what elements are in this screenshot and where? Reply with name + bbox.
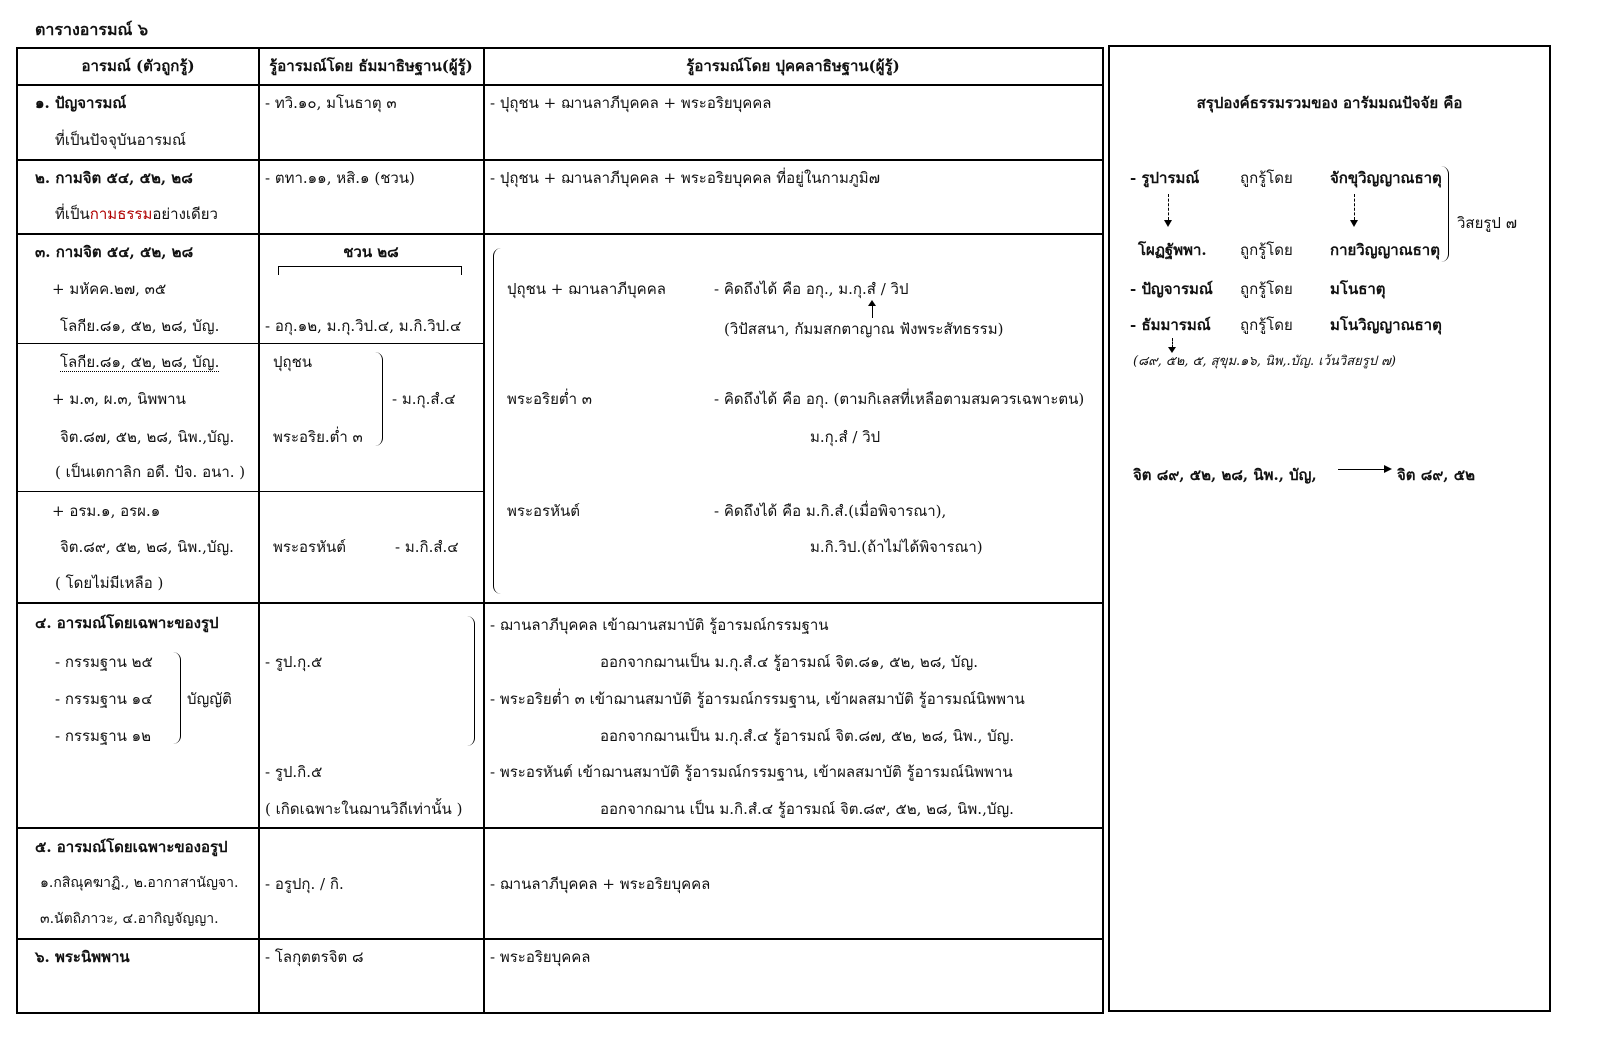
dashed-arrow-down-icon — [1164, 220, 1172, 227]
row3-object-line: โลกีย.๘๑, ๕๒, ๒๘, บัญ. — [60, 353, 220, 371]
chuan-bracket — [278, 266, 462, 275]
row3-object-line: จิต.๘๗, ๕๒, ๒๘, นิพ.,บัญ. — [60, 428, 235, 446]
arrow-right-icon — [1384, 465, 1392, 473]
row3-person-3: พระอรหันต์ — [507, 502, 580, 520]
row2-object-sub: ที่เป็นกามธรรมอย่างเดียว — [55, 205, 218, 223]
arrow-right-icon — [1338, 469, 1386, 470]
row5-object-line: ๓.นัตถิภาวะ, ๔.อากิญจัญญา. — [40, 911, 219, 927]
row4-object-title: ๔. อารมณ์โดยเฉพาะของรูป — [35, 614, 219, 632]
row3-dhamma-mkusam: - ม.กุ.สํ.๔ — [392, 390, 456, 408]
chuan-label: ชวน ๒๘ — [343, 243, 399, 261]
row3-dhamma-puthujjana: ปุถุชน — [273, 353, 313, 371]
row4-dhamma-a: - รูป.กุ.๕ — [265, 653, 323, 671]
row3-person-2-desc: - คิดถึงได้ คือ อกุ. (ตามกิเลสที่เหลือตามสมควรเฉพาะตน) — [714, 390, 1085, 408]
row6-dhamma: - โลกุตตรจิต ๘ — [265, 948, 364, 966]
row2-object-title: ๒. กามจิต ๕๔, ๕๒, ๒๘ — [35, 169, 193, 187]
summary-by: ถูกรู้โดย — [1240, 316, 1293, 334]
row3-person-3-desc: - คิดถึงได้ คือ ม.กิ.สํ.(เมื่อพิจารณา), — [714, 502, 947, 520]
row4-person-line: ออกจากฌานเป็น ม.กุ.สํ.๔ รู้อารมณ์ จิต.๘๑, ๕๒, ๒๘, บัญ. — [600, 653, 978, 671]
row3-person-1-desc: - คิดถึงได้ คือ อกุ., ม.กุ.สํ / วิป — [714, 280, 909, 298]
summary-object: - ธัมมารมณ์ — [1130, 316, 1211, 334]
dashed-arrow-down-icon — [1168, 347, 1176, 353]
visaya-label: วิสยรูป ๗ — [1457, 214, 1517, 232]
dashed-arrow-down-icon — [1168, 194, 1169, 220]
summary-knower: มโนธาตุ — [1330, 280, 1386, 298]
row1-dhamma: - ทวิ.๑๐, มโนธาตุ ๓ — [265, 94, 397, 112]
row4-person-line: ออกจากฌาน เป็น ม.กิ.สํ.๔ รู้อารมณ์ จิต.๘๙, ๕๒, ๒๘, นิพ.,บัญ. — [600, 800, 1014, 818]
row3-person-2: พระอริยต่ำ ๓ — [507, 390, 593, 408]
summary-note: (๘๙, ๕๒, ๕, สุขุม.๑๖, นิพ,.บัญ. เว้นวิสยรูป ๗) — [1133, 354, 1396, 369]
row4-kammatthana: - กรรมฐาน ๑๔ — [55, 690, 153, 708]
row3-object-line: + ม.๓, ผ.๓, นิพพาน — [52, 390, 186, 408]
row3-object-line: + อรม.๑, อรผ.๑ — [52, 502, 161, 520]
row6-object: ๖. พระนิพพาน — [35, 948, 130, 966]
row3-dhamma-ariya: พระอริย.ต่ำ ๓ — [273, 428, 363, 446]
row1-person: - ปุถุชน + ฌานลาภีบุคคล + พระอริยบุคคล — [490, 94, 772, 112]
summary-knower: กายวิญญาณธาตุ — [1330, 241, 1440, 259]
dashed-arrow-down-icon — [1350, 220, 1358, 227]
arrow-up-icon — [868, 300, 876, 306]
header-dhamma: รู้อารมณ์โดย ธัมมาธิษฐาน(ผู้รู้) — [269, 57, 473, 75]
summary-bottom-left: จิต ๘๙, ๕๒, ๒๘, นิพ., บัญ, — [1133, 466, 1317, 484]
summary-by: ถูกรู้โดย — [1240, 280, 1293, 298]
row3-object-line: โลกีย.๘๑, ๕๒, ๒๘, บัญ. — [60, 317, 220, 335]
summary-by: ถูกรู้โดย — [1240, 169, 1293, 187]
row4-person-line: - พระอรหันต์ เข้าฌานสมาบัติ รู้อารมณ์กรรมฐาน, เข้าผลสมาบัติ รู้อารมณ์นิพพาน — [490, 763, 1013, 781]
row3-dhamma-a: - อกุ.๑๒, ม.กุ.วิป.๔, ม.กิ.วิป.๔ — [265, 317, 462, 335]
header-person: รู้อารมณ์โดย ปุคคลาธิษฐาน(ผู้รู้) — [686, 57, 900, 75]
summary-bottom-right: จิต ๘๙, ๕๒ — [1397, 466, 1475, 484]
summary-by: ถูกรู้โดย — [1240, 241, 1293, 259]
row4-dhamma-b: - รูป.กิ.๕ — [265, 763, 323, 781]
page-title: ตารางอารมณ์ ๖ — [35, 20, 149, 39]
row6-person: - พระอริยบุคคล — [490, 948, 591, 966]
summary-knower: จักขุวิญญาณธาตุ — [1330, 169, 1442, 187]
summary-title: สรุปองค์ธรรมรวมของ อารัมมณปัจจัย คือ — [1196, 94, 1463, 112]
dashed-arrow-down-icon — [1354, 194, 1355, 220]
row5-object-line: ๑.กสิณุคฆาฏิ., ๒.อากาสานัญจา. — [40, 875, 239, 891]
row3-dhamma-arahant: พระอรหันต์ — [273, 538, 346, 556]
row3-object-line: + มหัคค.๒๗, ๓๕ — [52, 280, 167, 298]
row3-object-line: ( เป็นเตกาลิก อดี. ปัจ. อนา. ) — [55, 463, 246, 481]
summary-object: โผฏฐัพพา. — [1138, 241, 1207, 259]
brace — [372, 352, 383, 446]
row2-person: - ปุถุชน + ฌานลาภีบุคคล + พระอริยบุคคล ที่อยู่ในกามภูมิ๗ — [490, 169, 880, 187]
kama-dhamma-highlight: กามธรรม — [89, 205, 153, 223]
summary-object: - ปัญจารมณ์ — [1130, 280, 1213, 298]
row3-object-title: ๓. กามจิต ๕๔, ๕๒, ๒๘ — [35, 243, 194, 261]
row4-person-line: ออกจากฌานเป็น ม.กุ.สํ.๔ รู้อารมณ์ จิต.๘๗, ๕๒, ๒๘, นิพ., บัญ. — [600, 727, 1015, 745]
row5-object-title: ๕. อารมณ์โดยเฉพาะของอรูป — [35, 838, 228, 856]
row3-person-2-desc2: ม.กุ.สํ / วิป — [810, 428, 881, 446]
row4-kammatthana: - กรรมฐาน ๑๒ — [55, 727, 152, 745]
row1-object-title: ๑. ปัญจารมณ์ — [35, 94, 127, 112]
brace — [493, 248, 504, 594]
row4-banyat: บัญญัติ — [187, 690, 232, 708]
summary-panel — [1108, 45, 1551, 1012]
row3-person-3-desc2: ม.กิ.วิป.(ถ้าไม่ได้พิจารณา) — [810, 538, 983, 556]
row4-kammatthana: - กรรมฐาน ๒๕ — [55, 653, 153, 671]
row4-person-line: - ฌานลาภีบุคคล เข้าฌานสมาบัติ รู้อารมณ์กรรมฐาน — [490, 616, 829, 634]
row3-dhamma-mkisam: - ม.กิ.สํ.๔ — [395, 538, 459, 556]
row3-object-line: ( โดยไม่มีเหลือ ) — [55, 574, 164, 592]
brace — [1440, 166, 1449, 262]
summary-object: - รูปารมณ์ — [1130, 169, 1200, 187]
brace — [172, 652, 181, 744]
summary-knower: มโนวิญญาณธาตุ — [1330, 316, 1442, 334]
row3-person-1: ปุถุชน + ฌานลาภีบุคคล — [507, 280, 666, 298]
header-object: อารมณ์ (ตัวถูกรู้) — [81, 57, 195, 75]
row5-person: - ฌานลาภีบุคคล + พระอริยบุคคล — [490, 875, 711, 893]
row3-object-line: จิต.๘๙, ๕๒, ๒๘, นิพ.,บัญ. — [60, 538, 234, 556]
brace — [466, 616, 475, 746]
row4-dhamma-c: ( เกิดเฉพาะในฌานวิถีเท่านั้น ) — [265, 800, 463, 818]
row1-object-sub: ที่เป็นปัจจุบันอารมณ์ — [55, 131, 186, 149]
row5-dhamma: - อรูปกุ. / กิ. — [265, 875, 344, 893]
row3-person-1-desc2: (วิปัสสนา, กัมมสกตาญาณ ฟังพระสัทธรรม) — [724, 320, 1004, 338]
row4-person-line: - พระอริยต่ำ ๓ เข้าฌานสมาบัติ รู้อารมณ์กรรมฐาน, เข้าผลสมาบัติ รู้อารมณ์นิพพาน — [490, 690, 1025, 708]
row2-dhamma: - ตทา.๑๑, หสิ.๑ (ชวน) — [265, 169, 415, 187]
